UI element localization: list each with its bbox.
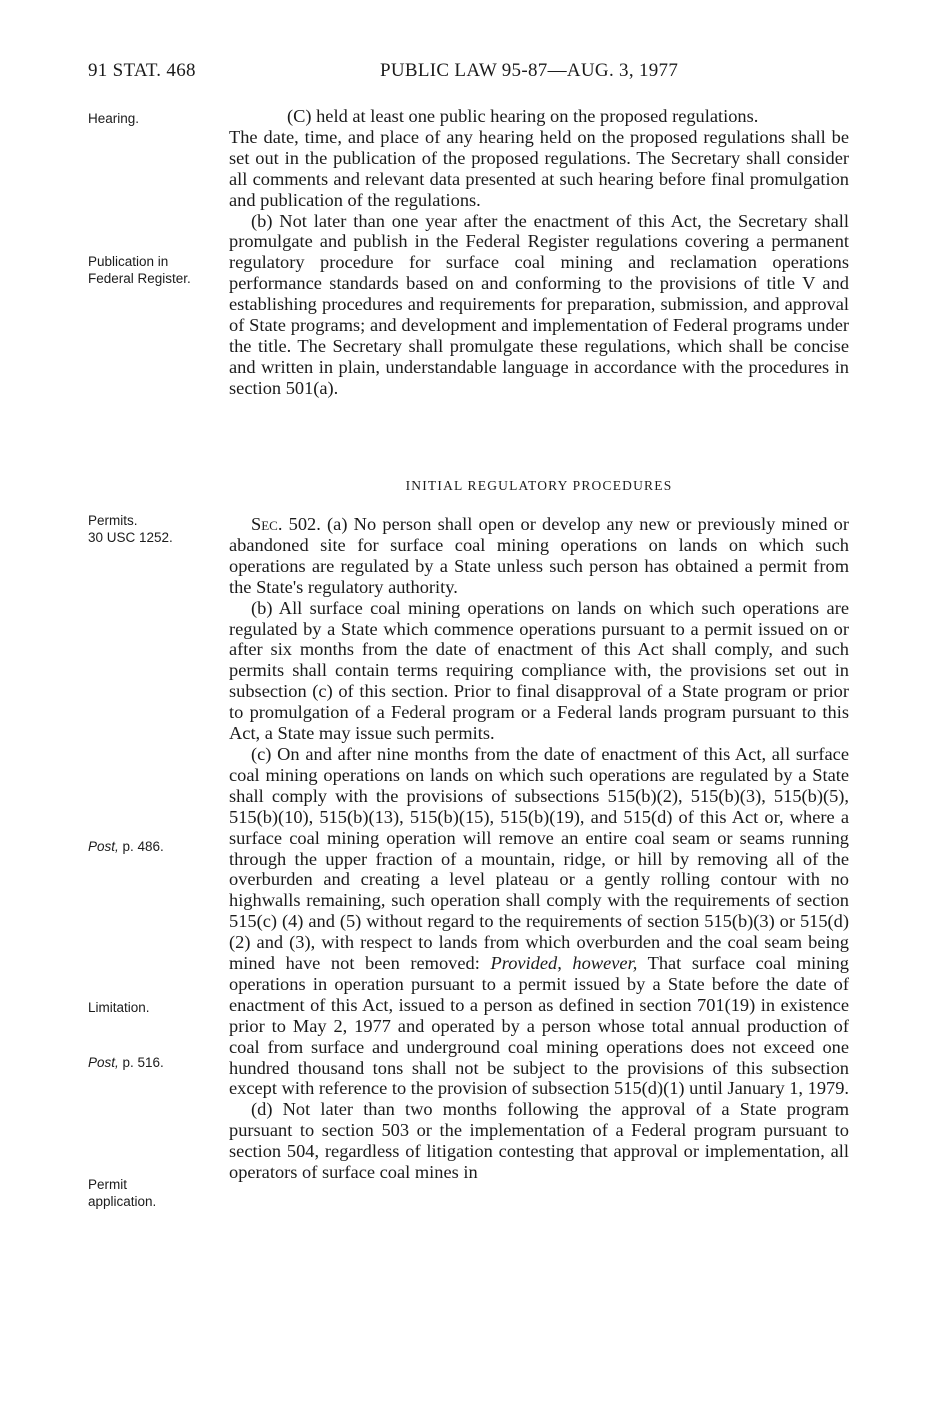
margin-note-permits-line1: Permits. — [88, 513, 138, 528]
page-header — [88, 60, 848, 90]
margin-note-permit-application — [88, 1176, 223, 1210]
margin-note-permit-application-line2: application. — [88, 1194, 157, 1209]
margin-note-post-516-italic: Post, — [88, 1055, 119, 1070]
body-block-regulations — [229, 106, 849, 399]
margin-note-publication-line1: Publication in — [88, 254, 169, 269]
proviso-phrase: Provided, however, — [490, 953, 638, 974]
margin-note-post-516-page: p. 516. — [118, 1055, 164, 1070]
paragraph-sec-502-c-part2: That surface coal mining operations in operation pursuant to a permit issued by a State before the date of enactment of this Act, issued to a person as defined in section 701(19) in existence prior to May 2, 1977 and operated by a person whose total annual production of coal from surface and underground coal mining operations does not exceed one hundred thousand tons shall not be subject to the provisions of this subsection except with reference to the provision of subsection 515(d)(1) until January 1, 1979. — [229, 953, 850, 1099]
margin-note-permit-application-line1: Permit — [88, 1177, 128, 1192]
margin-note-permits — [88, 512, 223, 546]
paragraph-b-permanent-regulations: (b) Not later than one year after the enactment of this Act, the Secretary shall promulgate and publish in the Federal Register regulations covering a permanent regulatory procedure for surface coal mining and reclamation operations performance standards based on and conforming to the provisions of title V and establishing procedures and requirements for preparation, submission, and approval of State programs; and development and implementation of Federal programs under the title. The Secretary shall promulgate these regulations, which shall be concise and written in plain, understandable language in accordance with the procedures in section 501(a). — [229, 210, 849, 398]
paragraph-hearing-details: The date, time, and place of any hearing held on the proposed regulations shall be set out in the publication of the proposed regulations. The Secretary shall consider all comments and relevant data presented at such hearing before final promulgation and publication of the regulations. — [229, 126, 849, 210]
margin-note-post-486-page: p. 486. — [118, 839, 164, 854]
paragraph-sec-502-a-text: 502. (a) No person shall open or develop any new or previously mined or abandoned site for surface coal mining operations on lands on which such operations are regulated by a State unless such person has obtained a permit from the State's regulatory authority. — [229, 514, 849, 597]
margin-note-publication-line2: Federal Register. — [88, 271, 191, 286]
paragraph-sec-502-c-part1: (c) On and after nine months from the date of enactment of this Act, all surface coal mining operations on lands on which such operations are regulated by a State shall comply with the provisions of subsections 515(b)(2), 515(b)(3), 515(b)(5), 515(b)(10), 515(b)(13), 515(b)(15), 515(b)(19), and 515(d) of this Act or, where a surface coal mining operation will remove an entire coal seam or seams running through the upper fraction of a mountain, ridge, or hill by removing all of the overburden and creating a level plateau or a gently rolling contour with no highwalls remaining, such operation shall comply with the requirements of section 515(c) (4) and (5) without regard to the requirements of section 515(b)(3) or 515(d) (2) and (3), with respect to lands from which overburden and the coal seam being mined have not been removed: — [229, 743, 849, 974]
margin-note-permits-line2: 30 USC 1252. — [88, 530, 173, 545]
paragraph-c-held: (C) held at least one public hearing on the proposed regulations. — [287, 106, 759, 126]
margin-note-post-516 — [88, 1054, 223, 1071]
section-label: Sec. — [251, 514, 283, 534]
public-law-title: PUBLIC LAW 95-87—AUG. 3, 1977 — [380, 60, 679, 81]
margin-note-publication — [88, 253, 223, 287]
margin-note-hearing: Hearing. — [88, 111, 140, 126]
paragraph-sec-502-b: (b) All surface coal mining operations on lands on which such operations are regulated by a State which commence operations pursuant to a permit issued on or after six months from the date of enactment of this Act shall comply, and such permits shall contain terms requiring compliance with, the provisions set out in subsection (c) of this section. Prior to final disapproval of a State program or prior to promulgation of a Federal program or a Federal lands program pursuant to this Act, a State may issue such permits. — [229, 597, 849, 744]
body-block-sec-502 — [229, 514, 849, 1183]
paragraph-sec-502-d: (d) Not later than two months following the approval of a State program pursuant to section 503 or the implementation of a Federal program pursuant to section 504, regardless of litigation contesting that approval or implementation, all operators of surface coal mines in — [229, 1099, 849, 1183]
stat-page-number: 91 STAT. 468 — [88, 60, 196, 81]
margin-note-post-486 — [88, 838, 223, 855]
paragraph-sec-502-a — [229, 514, 849, 598]
section-heading: INITIAL REGULATORY PROCEDURES — [405, 478, 673, 493]
margin-note-post-486-italic: Post, — [88, 839, 119, 854]
margin-note-limitation: Limitation. — [88, 1000, 150, 1015]
paragraph-sec-502-c — [229, 744, 849, 1099]
